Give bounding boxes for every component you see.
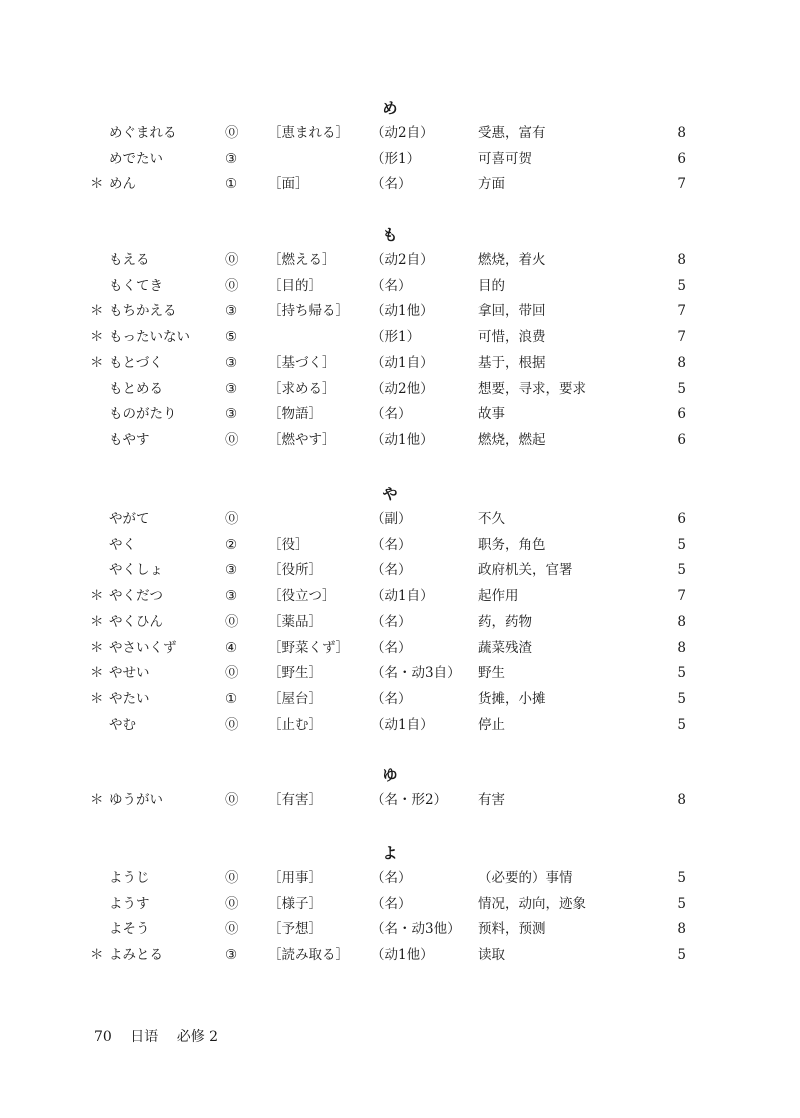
part-of-speech: （名）	[371, 536, 412, 553]
table-row	[0, 353, 800, 379]
part-of-speech: （名・形2）	[371, 792, 448, 808]
word-reading: よみとる	[109, 947, 163, 964]
part-of-speech: （名・动3他）	[371, 921, 461, 938]
word-meaning: 燃烧，燃起	[478, 431, 546, 448]
lesson-number: 7	[677, 303, 686, 320]
section-heading: め	[382, 99, 398, 117]
accent-mark: ⓪	[225, 431, 239, 448]
word-reading: もちかえる	[109, 303, 177, 320]
accent-mark: ③	[225, 380, 238, 397]
new-word-marker: ＊	[90, 588, 104, 605]
book-title: 日语	[130, 1029, 159, 1045]
word-meaning: 停止	[478, 716, 505, 733]
part-of-speech: （名）	[371, 870, 412, 886]
table-row	[0, 535, 800, 561]
part-of-speech: （动2自）	[371, 252, 434, 268]
word-reading: もやす	[109, 431, 150, 448]
part-of-speech: （副）	[371, 511, 412, 527]
part-of-speech: （名）	[371, 639, 412, 656]
accent-mark: ⓪	[225, 870, 239, 886]
accent-mark: ①	[225, 690, 238, 707]
part-of-speech: （名）	[371, 613, 412, 630]
word-reading: やく	[109, 536, 136, 553]
table-row	[0, 149, 800, 175]
accent-mark: ⓪	[225, 613, 239, 630]
lesson-number: 5	[677, 562, 686, 579]
part-of-speech: （动1自）	[371, 354, 434, 371]
accent-mark: ⑤	[225, 329, 238, 346]
part-of-speech: （名）	[371, 562, 412, 579]
lesson-number: 7	[677, 329, 686, 346]
word-kanji: ［用事］	[268, 870, 322, 886]
accent-mark: ⓪	[225, 921, 239, 938]
word-kanji: ［求める］	[268, 380, 336, 397]
lesson-number: 5	[677, 716, 686, 733]
lesson-number: 8	[677, 125, 686, 141]
table-row	[0, 404, 800, 430]
word-meaning: 方面	[478, 176, 505, 193]
new-word-marker: ＊	[90, 329, 104, 346]
word-reading: めでたい	[109, 150, 163, 167]
word-reading: もとめる	[109, 380, 163, 397]
word-kanji: ［様子］	[268, 895, 322, 912]
word-reading: やせい	[109, 665, 150, 682]
word-meaning: 想要，寻求，要求	[478, 380, 586, 397]
word-meaning: 可喜可贺	[478, 150, 532, 167]
table-row	[0, 250, 800, 276]
section-heading: よ	[382, 844, 398, 862]
table-row	[0, 123, 800, 149]
lesson-number: 8	[677, 613, 686, 630]
part-of-speech: （动1他）	[371, 431, 434, 448]
lesson-number: 5	[677, 665, 686, 682]
word-meaning: 读取	[478, 947, 505, 964]
section-heading: や	[382, 485, 398, 503]
word-reading: やくしょ	[109, 562, 163, 579]
word-meaning: 目的	[478, 277, 505, 294]
accent-mark: ③	[225, 354, 238, 371]
word-kanji: ［止む］	[268, 716, 322, 733]
word-meaning: 不久	[478, 511, 505, 527]
table-row	[0, 919, 800, 945]
lesson-number: 5	[677, 380, 686, 397]
accent-mark: ⓪	[225, 665, 239, 682]
lesson-number: 8	[677, 792, 686, 808]
word-kanji: ［役所］	[268, 562, 322, 579]
word-kanji: ［燃やす］	[268, 431, 336, 448]
accent-mark: ②	[225, 536, 238, 553]
part-of-speech: （名）	[371, 690, 412, 707]
word-kanji: ［面］	[268, 176, 309, 193]
table-row	[0, 430, 800, 456]
lesson-number: 5	[677, 895, 686, 912]
accent-mark: ①	[225, 176, 238, 193]
word-kanji: ［予想］	[268, 921, 322, 938]
word-meaning: 可惜，浪费	[478, 329, 546, 346]
page-number: 70	[94, 1029, 112, 1045]
new-word-marker: ＊	[90, 947, 104, 964]
new-word-marker: ＊	[90, 639, 104, 656]
word-reading: よそう	[109, 921, 150, 938]
accent-mark: ⓪	[225, 895, 239, 912]
lesson-number: 8	[677, 921, 686, 938]
accent-mark: ③	[225, 562, 238, 579]
word-reading: ものがたり	[109, 406, 177, 423]
part-of-speech: （名・动3自）	[371, 665, 461, 682]
part-of-speech: （名）	[371, 176, 412, 193]
table-row	[0, 327, 800, 353]
word-meaning: 起作用	[478, 588, 519, 605]
table-row	[0, 663, 800, 689]
word-meaning: 蔬菜残渣	[478, 639, 532, 656]
accent-mark: ③	[225, 588, 238, 605]
part-of-speech: （形1）	[371, 329, 421, 346]
word-kanji: ［基づく］	[268, 354, 336, 371]
page-footer	[94, 1026, 232, 1046]
table-row	[0, 945, 800, 971]
part-of-speech: （动2自）	[371, 125, 434, 141]
word-reading: もとづく	[109, 354, 163, 371]
word-meaning: 职务，角色	[478, 536, 546, 553]
part-of-speech: （形1）	[371, 150, 421, 167]
part-of-speech: （动1自）	[371, 716, 434, 733]
new-word-marker: ＊	[90, 792, 104, 808]
word-meaning: （必要的）事情	[478, 870, 573, 886]
word-reading: やくひん	[109, 613, 163, 630]
accent-mark: ⓪	[225, 792, 239, 808]
word-meaning: 拿回，带回	[478, 303, 546, 320]
word-meaning: 情况，动向，迹象	[478, 895, 586, 912]
word-reading: めぐまれる	[109, 125, 177, 141]
new-word-marker: ＊	[90, 613, 104, 630]
part-of-speech: （动2他）	[371, 380, 434, 397]
accent-mark: ③	[225, 303, 238, 320]
word-reading: やくだつ	[109, 588, 163, 605]
word-reading: やむ	[109, 716, 136, 733]
lesson-number: 8	[677, 252, 686, 268]
lesson-number: 6	[677, 406, 686, 423]
section-heading: も	[382, 226, 398, 244]
new-word-marker: ＊	[90, 176, 104, 193]
accent-mark: ⓪	[225, 511, 239, 527]
word-reading: もくてき	[109, 277, 163, 294]
part-of-speech: （名）	[371, 277, 412, 294]
table-row	[0, 276, 800, 302]
word-kanji: ［薬品］	[268, 613, 322, 630]
table-row	[0, 301, 800, 327]
word-reading: めん	[109, 176, 136, 193]
lesson-number: 5	[677, 690, 686, 707]
lesson-number: 5	[677, 947, 686, 964]
word-kanji: ［物語］	[268, 406, 322, 423]
accent-mark: ⓪	[225, 125, 239, 141]
accent-mark: ③	[225, 947, 238, 964]
word-kanji: ［目的］	[268, 277, 322, 294]
word-meaning: 政府机关，官署	[478, 562, 573, 579]
lesson-number: 5	[677, 277, 686, 294]
new-word-marker: ＊	[90, 303, 104, 320]
table-row	[0, 868, 800, 894]
word-meaning: 故事	[478, 406, 505, 423]
new-word-marker: ＊	[90, 665, 104, 682]
word-kanji: ［屋台］	[268, 690, 322, 707]
accent-mark: ⓪	[225, 277, 239, 294]
table-row	[0, 638, 800, 664]
word-kanji: ［野菜くず］	[268, 639, 349, 656]
lesson-number: 6	[677, 431, 686, 448]
table-row	[0, 715, 800, 741]
word-meaning: 预料，预测	[478, 921, 546, 938]
word-meaning: 货摊，小摊	[478, 690, 546, 707]
volume-label: 必修 2	[176, 1029, 219, 1045]
accent-mark: ⓪	[225, 716, 239, 733]
word-meaning: 受惠，富有	[478, 125, 546, 141]
word-kanji: ［持ち帰る］	[268, 303, 349, 320]
word-kanji: ［有害］	[268, 792, 322, 808]
part-of-speech: （动1他）	[371, 947, 434, 964]
accent-mark: ⓪	[225, 252, 239, 268]
word-kanji: ［燃える］	[268, 252, 336, 268]
lesson-number: 6	[677, 150, 686, 167]
table-row	[0, 612, 800, 638]
word-reading: やたい	[109, 690, 150, 707]
word-reading: もったいない	[109, 329, 190, 346]
section-heading: ゆ	[382, 766, 398, 784]
table-row	[0, 894, 800, 920]
lesson-number: 7	[677, 176, 686, 193]
word-reading: やさいくず	[109, 639, 177, 656]
word-meaning: 有害	[478, 792, 505, 808]
new-word-marker: ＊	[90, 354, 104, 371]
word-kanji: ［読み取る］	[268, 947, 349, 964]
word-reading: もえる	[109, 252, 150, 268]
lesson-number: 7	[677, 588, 686, 605]
lesson-number: 8	[677, 639, 686, 656]
table-row	[0, 509, 800, 535]
lesson-number: 8	[677, 354, 686, 371]
word-meaning: 药，药物	[478, 613, 532, 630]
accent-mark: ③	[225, 406, 238, 423]
table-row	[0, 790, 800, 816]
table-row	[0, 174, 800, 200]
word-reading: ようす	[109, 895, 150, 912]
word-kanji: ［野生］	[268, 665, 322, 682]
table-row	[0, 689, 800, 715]
word-reading: やがて	[109, 511, 150, 527]
lesson-number: 5	[677, 536, 686, 553]
table-row	[0, 560, 800, 586]
word-reading: ゆうがい	[109, 792, 163, 808]
word-kanji: ［恵まれる］	[268, 125, 349, 141]
word-meaning: 野生	[478, 665, 505, 682]
lesson-number: 6	[677, 511, 686, 527]
accent-mark: ③	[225, 150, 238, 167]
new-word-marker: ＊	[90, 690, 104, 707]
word-reading: ようじ	[109, 870, 150, 886]
part-of-speech: （名）	[371, 895, 412, 912]
word-kanji: ［役］	[268, 536, 309, 553]
table-row	[0, 379, 800, 405]
word-kanji: ［役立つ］	[268, 588, 336, 605]
part-of-speech: （动1自）	[371, 588, 434, 605]
accent-mark: ④	[225, 639, 238, 656]
lesson-number: 5	[677, 870, 686, 886]
part-of-speech: （动1他）	[371, 303, 434, 320]
word-meaning: 基于，根据	[478, 354, 546, 371]
word-meaning: 燃烧，着火	[478, 252, 546, 268]
part-of-speech: （名）	[371, 406, 412, 423]
table-row	[0, 586, 800, 612]
